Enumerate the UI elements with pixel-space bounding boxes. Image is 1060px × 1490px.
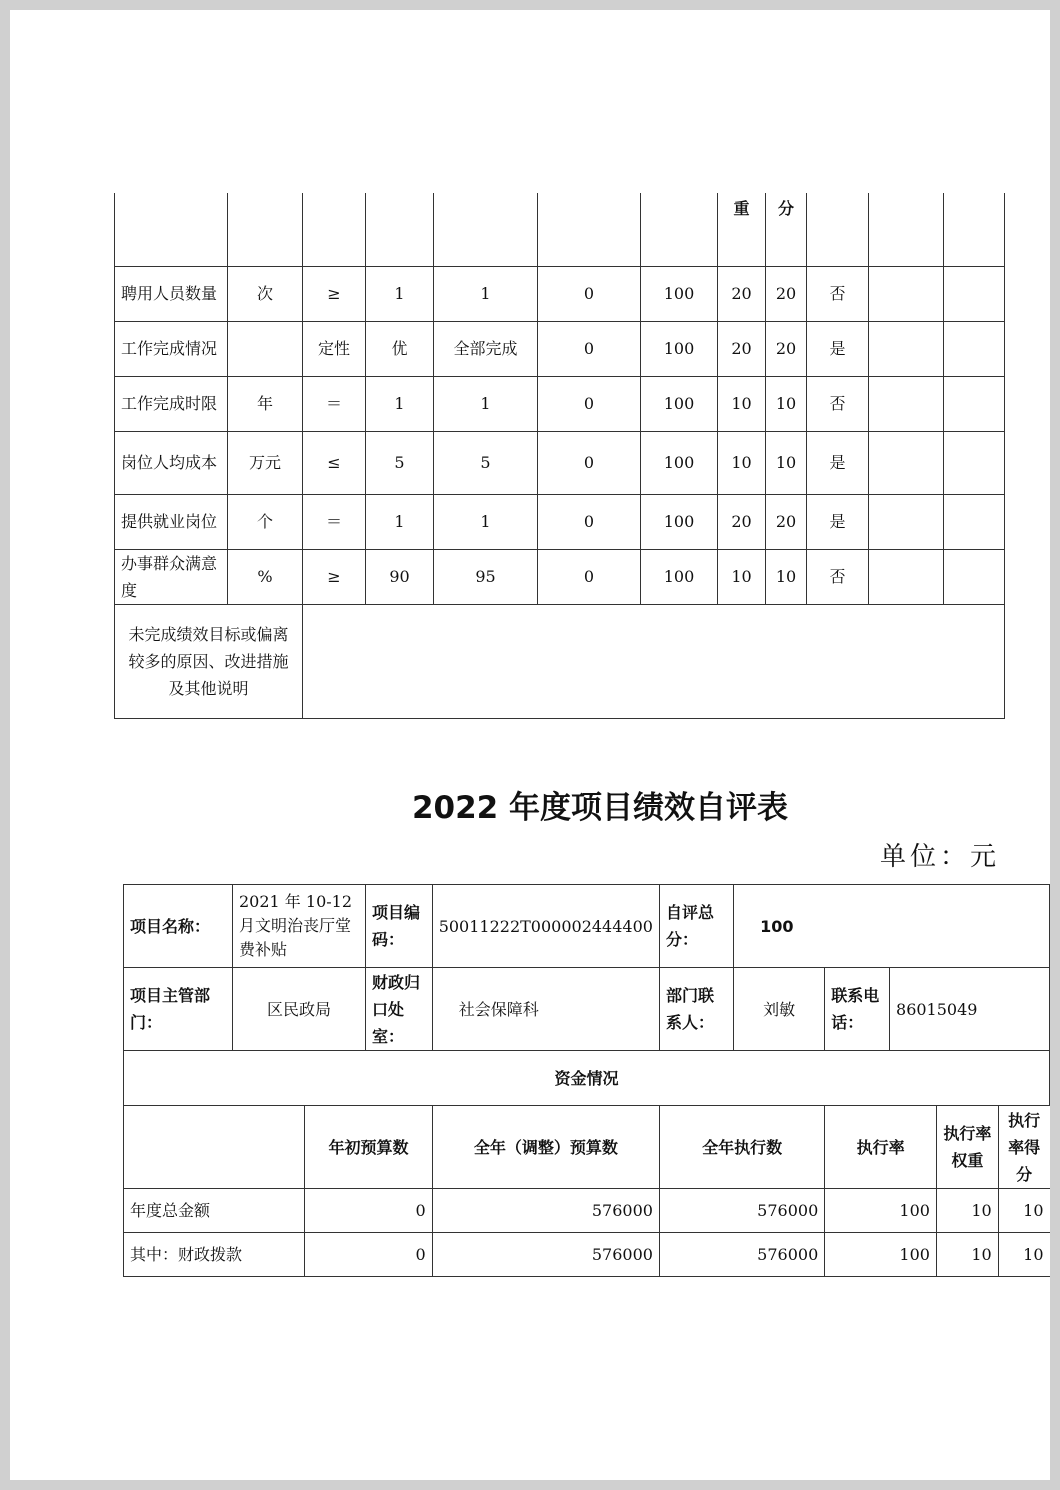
page-title: 2022 年度项目绩效自评表: [411, 790, 789, 826]
fund-score: 10: [998, 1233, 1049, 1277]
indicator-operator: ＝: [303, 376, 366, 431]
indicator-weight: 10: [718, 431, 766, 494]
info-row-1: [124, 885, 1050, 968]
unit-label: 单位：元: [879, 842, 1000, 872]
finance-office-label: 财政归口处室：: [366, 968, 433, 1051]
funds-header-row: [124, 1106, 1050, 1189]
indicator-weight: 20: [718, 321, 766, 376]
phone: 86015049: [890, 968, 1050, 1051]
indicator-flag: 否: [807, 376, 869, 431]
indicator-score: 10: [766, 431, 807, 494]
table-row: [115, 376, 1005, 431]
indicator-score: 20: [766, 494, 807, 549]
indicator-actual: 5: [434, 431, 538, 494]
indicator-unit: [228, 321, 303, 376]
indicator-unit: %: [228, 549, 303, 604]
table-row: [115, 266, 1005, 321]
indicator-flag: 是: [807, 431, 869, 494]
project-code: 50011222T000002444400: [432, 885, 659, 968]
indicator-name: 聘用人员数量: [115, 266, 228, 321]
indicator-target: 5: [366, 431, 434, 494]
indicator-actual: 1: [434, 376, 538, 431]
dept-label: 项目主管部门：: [124, 968, 233, 1051]
fund-adjusted: 576000: [432, 1189, 659, 1233]
indicator-unit: 年: [228, 376, 303, 431]
indicator-operator: ≥: [303, 549, 366, 604]
contact: 刘敏: [734, 968, 825, 1051]
indicator-actual: 1: [434, 266, 538, 321]
indicator-rate: 100: [641, 376, 718, 431]
header-execution-rate: 执行率: [825, 1106, 937, 1189]
project-name-label: 项目名称：: [124, 885, 233, 968]
table-row: [115, 494, 1005, 549]
indicator-actual: 1: [434, 494, 538, 549]
fund-row-label: 年度总金额: [124, 1189, 305, 1233]
fund-initial: 0: [305, 1189, 432, 1233]
fund-rate: 100: [825, 1233, 937, 1277]
dept: 区民政局: [233, 968, 366, 1051]
indicator-target: 1: [366, 376, 434, 431]
explanation-label: 未完成绩效目标或偏离较多的原因、改进措施及其他说明: [115, 604, 303, 718]
fund-weight: 10: [936, 1189, 998, 1233]
indicator-weight: 10: [718, 549, 766, 604]
header-executed: 全年执行数: [659, 1106, 824, 1189]
indicator-score: 10: [766, 549, 807, 604]
indicator-deviation: 0: [538, 321, 641, 376]
indicator-name: 工作完成情况: [115, 321, 228, 376]
header-rate-score: 执行率得分: [998, 1106, 1049, 1189]
indicator-rate: 100: [641, 266, 718, 321]
fund-weight: 10: [936, 1233, 998, 1277]
indicator-flag: 否: [807, 549, 869, 604]
indicator-target: 优: [366, 321, 434, 376]
phone-label: 联系电话：: [825, 968, 890, 1051]
score-header-fragment: 分: [766, 193, 807, 266]
indicator-actual: 95: [434, 549, 538, 604]
indicator-deviation: 0: [538, 494, 641, 549]
table-row: [115, 549, 1005, 604]
indicator-name: 岗位人均成本: [115, 431, 228, 494]
indicator-target: 90: [366, 549, 434, 604]
finance-office: 社会保障科: [432, 968, 659, 1051]
header-fragment-row: [115, 193, 1005, 266]
indicator-name: 工作完成时限: [115, 376, 228, 431]
funds-section-title: 资金情况: [124, 1051, 1050, 1106]
indicator-rate: 100: [641, 494, 718, 549]
header-initial-budget: 年初预算数: [305, 1106, 432, 1189]
indicator-name: 提供就业岗位: [115, 494, 228, 549]
table-row: [115, 431, 1005, 494]
self-score: 100: [734, 885, 1050, 968]
indicator-deviation: 0: [538, 431, 641, 494]
fund-adjusted: 576000: [432, 1233, 659, 1277]
indicator-operator: ≥: [303, 266, 366, 321]
self-score-label: 自评总分：: [659, 885, 733, 968]
indicator-operator: ≤: [303, 431, 366, 494]
header-rate-weight: 执行率权重: [936, 1106, 998, 1189]
indicator-score: 20: [766, 321, 807, 376]
indicator-unit: 次: [228, 266, 303, 321]
explanation-row: [115, 604, 1005, 718]
indicator-table: [114, 193, 1005, 719]
contact-label: 部门联系人：: [659, 968, 733, 1051]
indicator-target: 1: [366, 266, 434, 321]
indicator-weight: 10: [718, 376, 766, 431]
indicator-weight: 20: [718, 266, 766, 321]
fund-row-label: 其中：财政拨款: [124, 1233, 305, 1277]
indicator-unit: 个: [228, 494, 303, 549]
indicator-target: 1: [366, 494, 434, 549]
header-adjusted-budget: 全年（调整）预算数: [432, 1106, 659, 1189]
indicator-flag: 是: [807, 494, 869, 549]
table-row: [124, 1233, 1050, 1277]
indicator-flag: 是: [807, 321, 869, 376]
indicator-deviation: 0: [538, 549, 641, 604]
table-row: [115, 321, 1005, 376]
indicator-rate: 100: [641, 321, 718, 376]
fund-rate: 100: [825, 1189, 937, 1233]
fund-initial: 0: [305, 1233, 432, 1277]
indicator-operator: 定性: [303, 321, 366, 376]
info-row-2: [124, 968, 1050, 1051]
fund-executed: 576000: [659, 1233, 824, 1277]
indicator-weight: 20: [718, 494, 766, 549]
fund-executed: 576000: [659, 1189, 824, 1233]
indicator-deviation: 0: [538, 376, 641, 431]
indicator-rate: 100: [641, 549, 718, 604]
indicator-name: 办事群众满意度: [115, 549, 228, 604]
project-code-label: 项目编码：: [366, 885, 433, 968]
funds-header-blank: [124, 1106, 305, 1189]
project-info-table: [123, 884, 1050, 1277]
indicator-score: 20: [766, 266, 807, 321]
explanation-value: [303, 604, 1005, 718]
table-row: [124, 1189, 1050, 1233]
indicator-deviation: 0: [538, 266, 641, 321]
indicator-flag: 否: [807, 266, 869, 321]
project-name: 2021 年 10-12 月文明治丧厅堂费补贴: [233, 885, 366, 968]
indicator-actual: 全部完成: [434, 321, 538, 376]
indicator-operator: ＝: [303, 494, 366, 549]
funds-section-row: [124, 1051, 1050, 1106]
indicator-rate: 100: [641, 431, 718, 494]
indicator-unit: 万元: [228, 431, 303, 494]
document-page: [10, 10, 1050, 1480]
fund-score: 10: [998, 1189, 1049, 1233]
weight-header-fragment: 重: [718, 193, 766, 266]
indicator-score: 10: [766, 376, 807, 431]
